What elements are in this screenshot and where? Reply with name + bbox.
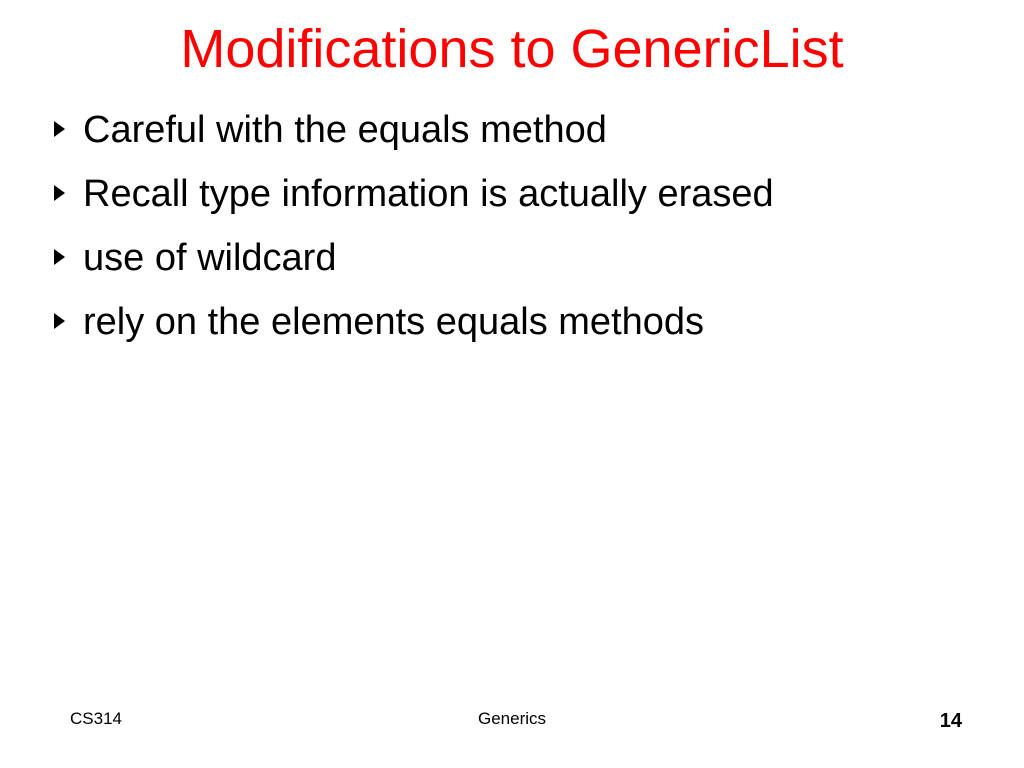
bullet-text: Recall type information is actually erased: [83, 173, 774, 215]
slide-title: Modifications to GenericList: [180, 19, 844, 79]
bullet-text: Careful with the equals method: [83, 109, 607, 151]
bullet-text: use of wildcard: [83, 237, 337, 279]
footer-topic-label: Generics: [477, 709, 547, 728]
triangle-right-icon: [54, 249, 65, 265]
triangle-right-icon: [54, 185, 65, 201]
footer-course-label: CS314: [70, 709, 122, 728]
bullet-text: rely on the elements equals methods: [83, 301, 705, 343]
triangle-right-icon: [54, 313, 65, 329]
triangle-right-icon: [54, 121, 65, 137]
page-number: 14: [939, 710, 962, 732]
